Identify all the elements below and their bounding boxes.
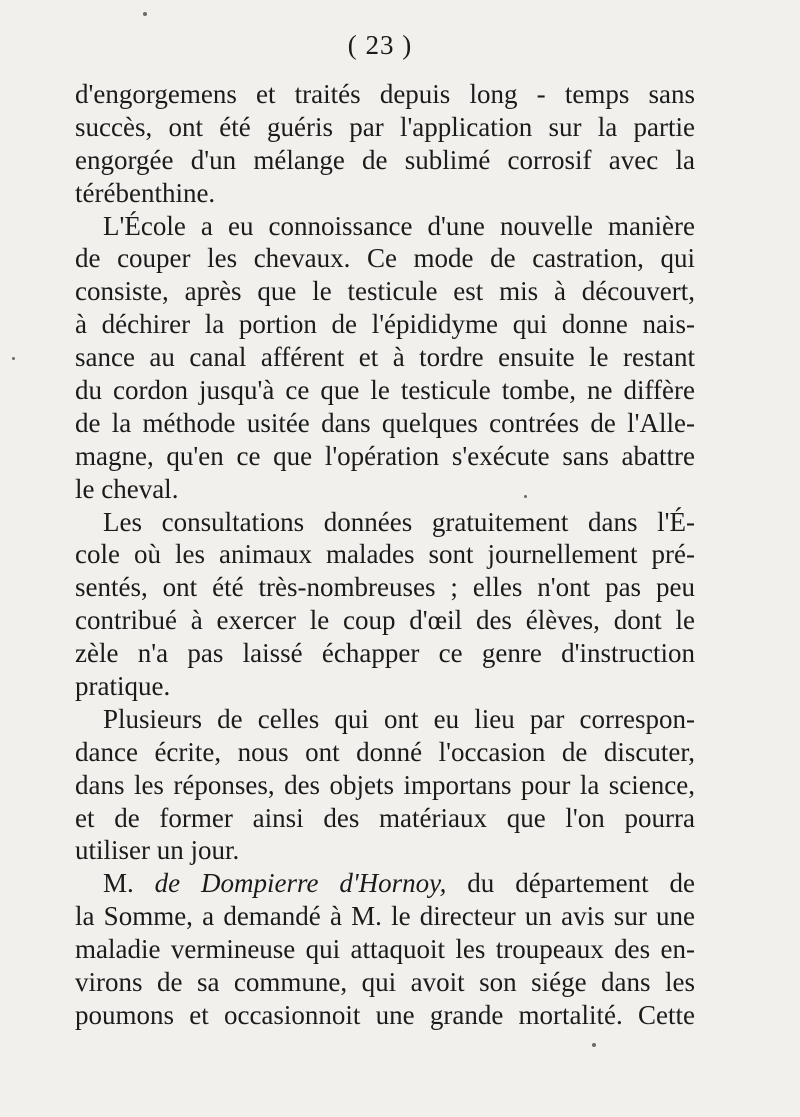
text-line: dance écrite, nous ont donné l'occasion de discuter, bbox=[75, 736, 695, 767]
text-line: sentés, ont été très-nombreuses ; elles n'ont pas peu bbox=[75, 572, 695, 603]
text-line: du cordon jusqu'à ce que le testicule tombe, ne diffère bbox=[75, 375, 695, 406]
text-line: d'engorgemens et traités depuis long - temps sans bbox=[75, 79, 695, 109]
text-line: magne, qu'en ce que l'opération s'exécute sans abattre bbox=[75, 440, 695, 471]
text-line: engorgée d'un mélange de sublimé corrosif avec la bbox=[75, 144, 695, 175]
text-line bbox=[75, 867, 695, 900]
text-line: Les consultations données gratuitement dans l'É- bbox=[103, 506, 695, 537]
text-line: zèle n'a pas laissé échapper ce genre d'instruction bbox=[75, 638, 695, 669]
text-segment: du département de bbox=[446, 868, 695, 899]
print-speck bbox=[592, 1043, 596, 1047]
text-line: maladie vermineuse qui attaquoit les troupeaux des en- bbox=[75, 934, 695, 965]
body-text bbox=[75, 78, 695, 1032]
text-line: et de former ainsi des matériaux que l'on pourra bbox=[75, 802, 695, 833]
text-line: succès, ont été guéris par l'application sur la partie bbox=[75, 111, 695, 142]
text-line: la Somme, a demandé à M. le directeur un avis sur une bbox=[75, 901, 695, 932]
text-line: poumons et occasionnoit une grande mortalité. Cette bbox=[75, 999, 695, 1030]
text-line: contribué à exercer le coup d'œil des élèves, dont le bbox=[75, 605, 695, 636]
text-line: térébenthine. bbox=[75, 177, 216, 208]
text-line: L'École a eu connoissance d'une nouvelle manière bbox=[103, 210, 695, 241]
text-line: pratique. bbox=[75, 671, 171, 702]
page-number: ( 23 ) bbox=[347, 30, 413, 60]
text-line: dans les réponses, des objets importans pour la science, bbox=[75, 769, 695, 800]
text-line: cole où les animaux malades sont journellement pré- bbox=[75, 539, 695, 570]
text-segment: M. bbox=[103, 868, 155, 899]
text-line: le cheval. bbox=[75, 473, 179, 504]
person-name: de Dompierre d'Hornoy, bbox=[154, 868, 447, 899]
text-line: utiliser un jour. bbox=[75, 835, 240, 866]
text-line: virons de sa commune, qui avoit son siége dans les bbox=[75, 967, 695, 998]
print-speck bbox=[143, 12, 147, 16]
text-line: consiste, après que le testicule est mis à découvert, bbox=[75, 276, 695, 307]
text-line: de couper les chevaux. Ce mode de castration, qui bbox=[75, 243, 695, 274]
text-line: à déchirer la portion de l'épididyme qui donne nais- bbox=[75, 309, 695, 340]
print-speck bbox=[12, 357, 15, 360]
text-line: Plusieurs de celles qui ont eu lieu par correspon- bbox=[103, 703, 695, 734]
text-line: sance au canal afférent et à tordre ensuite le restant bbox=[75, 342, 695, 373]
text-line: de la méthode usitée dans quelques contrées de l'Alle- bbox=[75, 407, 695, 438]
print-speck bbox=[524, 495, 527, 498]
